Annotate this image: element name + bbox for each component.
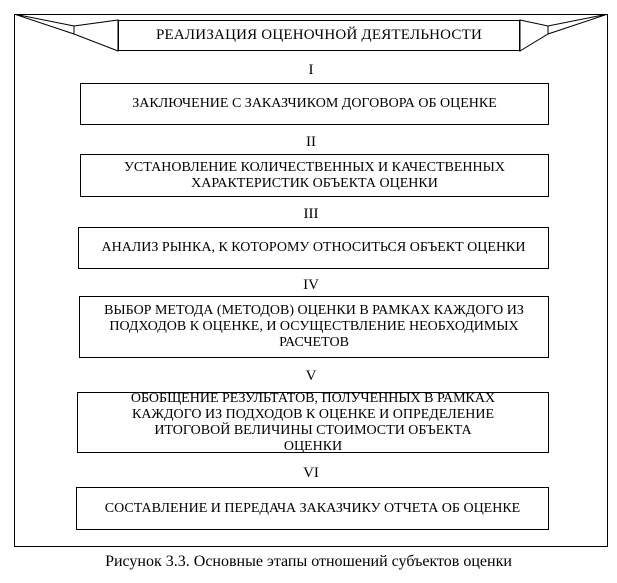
step-2-box: УСТАНОВЛЕНИЕ КОЛИЧЕСТВЕННЫХ И КАЧЕСТВЕННЫХ ХАРАКТЕРИСТИК ОБЪЕКТА ОЦЕНКИ <box>80 154 549 197</box>
step-2-numeral: II <box>306 134 316 150</box>
figure-caption: Рисунок 3.3. Основные этапы отношений субъектов оценки <box>105 553 512 570</box>
step-5-numeral: V <box>305 368 317 384</box>
step-4-numeral: IV <box>303 277 319 293</box>
step-3-numeral: III <box>303 206 319 222</box>
step-4-box: ВЫБОР МЕТОДА (МЕТОДОВ) ОЦЕНКИ В РАМКАХ КАЖДОГО ИЗ ПОДХОДОВ К ОЦЕНКЕ, И ОСУЩЕСТВЛЕНИЕ НЕОБХОДИМЫХ РАСЧЕТОВ <box>79 296 549 358</box>
step-3-box: АНАЛИЗ РЫНКА, К КОТОРОМУ ОТНОСИТЬСЯ ОБЪЕКТ ОЦЕНКИ <box>78 227 549 269</box>
step-1-numeral: I <box>308 62 314 78</box>
step-5-box: ОБОБЩЕНИЕ РЕЗУЛЬТАТОВ, ПОЛУЧЕННЫХ В РАМКАХ КАЖДОГО ИЗ ПОДХОДОВ К ОЦЕНКЕ И ОПРЕДЕЛЕНИЕ ИТОГОВОЙ ВЕЛИЧИНЫ СТОИМОСТИ ОБЪЕКТА ОЦЕНКИ <box>77 392 549 453</box>
step-6-numeral: VI <box>303 465 319 481</box>
diagram-title: РЕАЛИЗАЦИЯ ОЦЕНОЧНОЙ ДЕЯТЕЛЬНОСТИ <box>118 20 520 51</box>
step-6-box: СОСТАВЛЕНИЕ И ПЕРЕДАЧА ЗАКАЗЧИКУ ОТЧЕТА ОБ ОЦЕНКЕ <box>76 487 549 530</box>
step-1-box: ЗАКЛЮЧЕНИЕ С ЗАКАЗЧИКОМ ДОГОВОРА ОБ ОЦЕНКЕ <box>80 83 549 125</box>
